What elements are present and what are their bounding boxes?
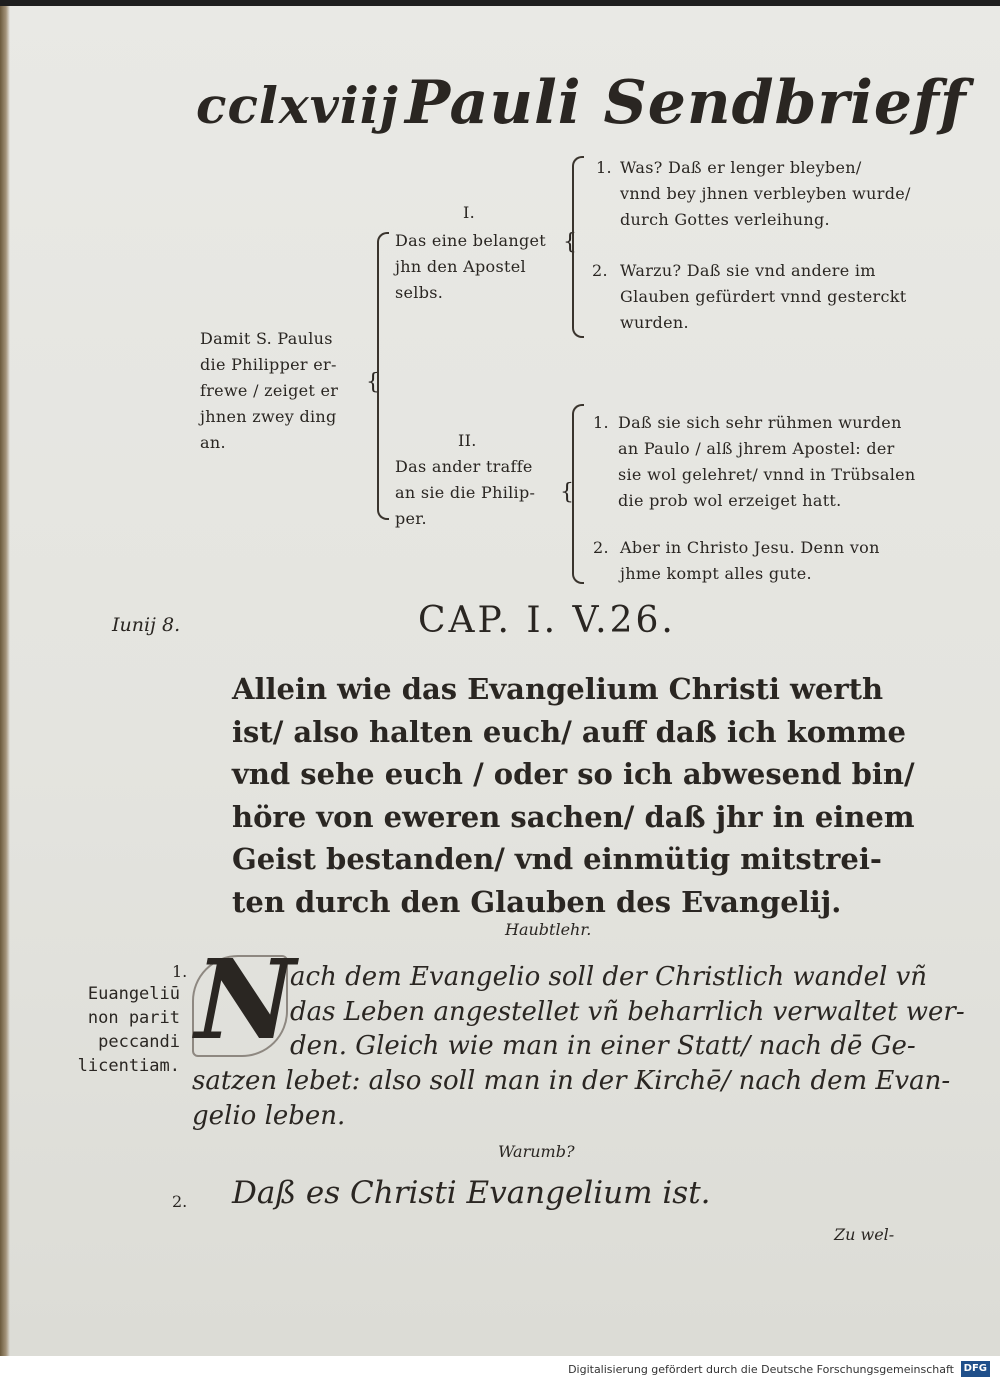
paragraph1-number: 1.: [172, 962, 188, 981]
margin-note-latin: Euangeliū non parit peccandi licentiam.: [77, 984, 180, 1076]
paragraph1-rest-lines: satzen lebet: also soll man in der Kirchē/ nach dem Evan- gelio leben.: [192, 1066, 951, 1131]
outline-main-bracket: [377, 232, 389, 520]
section2-brace: {: [560, 480, 574, 505]
section1-bracket: [572, 156, 584, 338]
section1-brace: {: [563, 230, 577, 255]
outline-root: Damit S. Paulus die Philipper er- frewe / zeiget er jhnen zwey ding an.: [200, 329, 339, 452]
item2-number: 2.: [172, 1192, 188, 1211]
s2-point2-number: 2.: [593, 538, 609, 557]
outline-root-brace: {: [366, 370, 380, 395]
dfg-logo: DFG: [961, 1361, 990, 1377]
paragraph1-first-lines: ach dem Evangelio soll der Christlich wandel vñ das Leben angestellet vñ beharrlich verwaltet wer- den. Gleich wie man in einer Statt/ nach dē Ge-: [290, 962, 965, 1061]
section2-text: Das ander traffe an sie die Philip- per.: [395, 457, 536, 528]
section1-numeral: I.: [463, 203, 476, 222]
s2-point1-text: Daß sie sich sehr rühmen wurden an Paulo / alß jhrem Apostel: der sie wol gelehret/ vnnd in Trübsalen die prob wol erzeiget hatt.: [618, 413, 916, 510]
item2-text: Daß es Christi Evangelium ist.: [232, 1175, 711, 1211]
s2-point1-number: 1.: [593, 413, 609, 432]
catchword: Zu wel-: [834, 1225, 895, 1244]
folio-number: cclxviij: [196, 76, 399, 135]
s2-point2-text: Aber in Christo Jesu. Denn von jhme kompt alles gute.: [620, 538, 880, 583]
chapter-heading: CAP. I. V.26.: [418, 600, 676, 641]
s1-point1-text: Was? Daß er lenger bleyben/ vnnd bey jhnen verbleyben wurde/ durch Gottes verleihung.: [620, 158, 911, 229]
section2-numeral: II.: [458, 431, 477, 450]
subheading-haubtlehr: Haubtlehr.: [505, 920, 592, 939]
drop-cap-initial: N: [195, 935, 296, 1064]
running-title: Pauli Sendbrieff: [405, 68, 967, 138]
s1-point2-number: 2.: [592, 261, 608, 280]
subheading-warumb: Warumb?: [498, 1142, 575, 1161]
digitization-footer: [0, 1356, 1000, 1384]
margin-date: Iunij 8.: [112, 614, 181, 636]
funding-credit: Digitalisierung gefördert durch die Deutsche Forschungsgemeinschaft: [568, 1363, 954, 1376]
s1-point1-number: 1.: [596, 158, 612, 177]
scripture-verse: Allein wie das Evangelium Christi werth ist/ also halten euch/ auff daß ich komme vnd sehe euch / oder so ich abwesend bin/ höre von eweren sachen/ daß jhr in einem Geist bestanden/ vnd einmütig mitstrei- ten durch den Glauben des Evangelij.: [232, 672, 915, 919]
s1-point2-text: Warzu? Daß sie vnd andere im Glauben gefürdert vnnd gesterckt wurden.: [620, 261, 907, 332]
section2-bracket: [572, 404, 584, 584]
section1-text: Das eine belanget jhn den Apostel selbs.: [395, 231, 547, 302]
